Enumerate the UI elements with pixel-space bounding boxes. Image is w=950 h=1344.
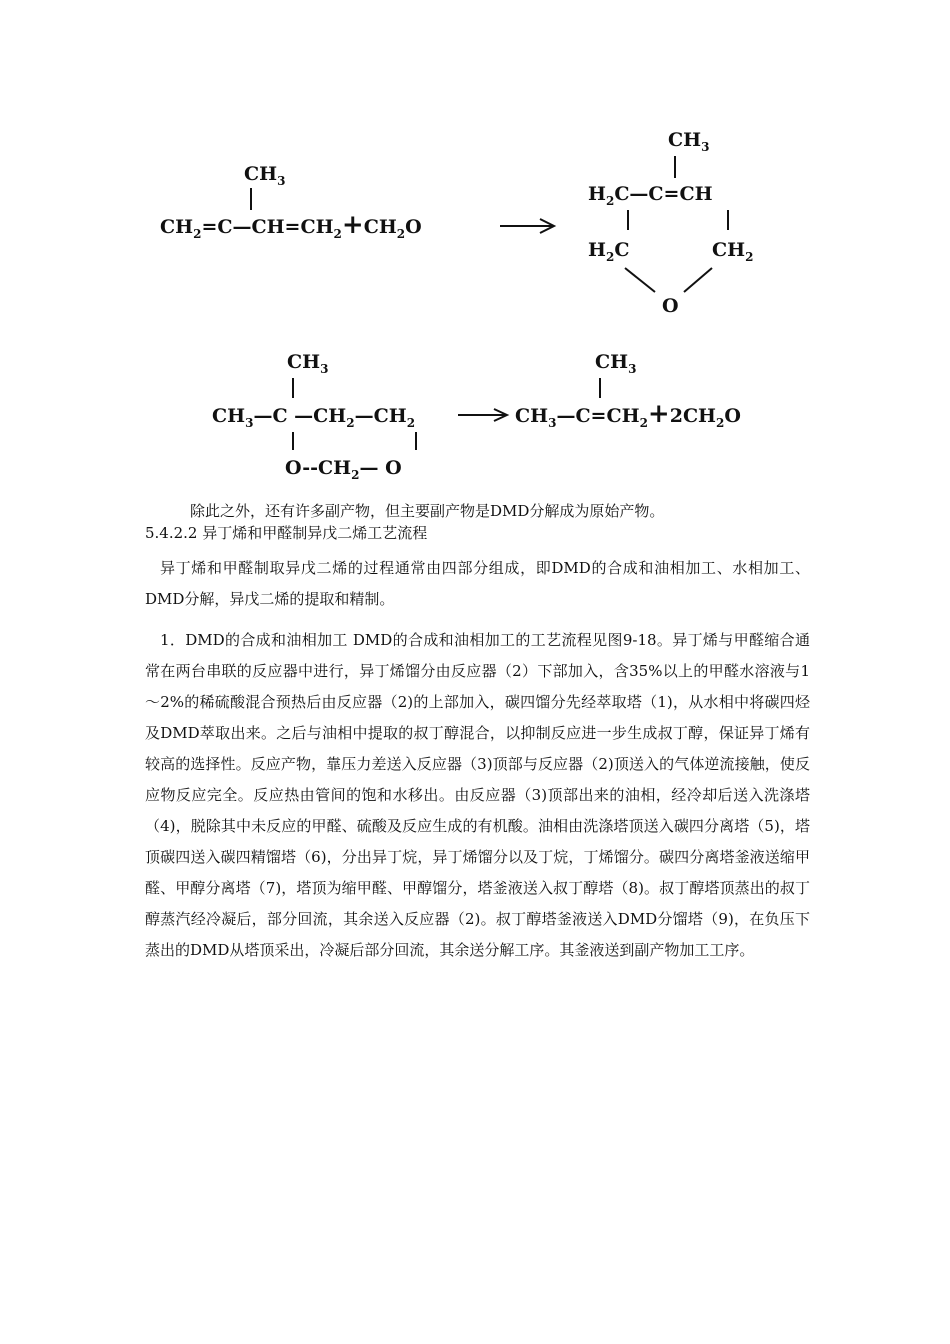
product-row2-right: $CH_2$ xyxy=(712,239,754,264)
reaction2-product xyxy=(515,351,741,430)
product-oxygen: O xyxy=(662,295,679,317)
reaction-equations xyxy=(0,0,950,500)
reaction1-reactant xyxy=(160,163,554,241)
step1-paragraph: 1．DMD的合成和油相加工 DMD的合成和油相加工的工艺流程见图9-18。异丁烯与甲醛缩合通常在两台串联的反应器中进行，异丁烯馏分由反应器（2）下部加入，含35%以上的甲醛水溶液与1～2%的稀硫酸混合预热后由反应器（2)的上部加入，碳四馏分先经萃取塔（1)，从水相中将碳四烃及DMD萃取出来。之后与油相中提取的叔丁醇混合，以抑制反应进一步生成叔丁醇，保证异丁烯有较高的选择性。反应产物，靠压力差送入反应器（3)顶部与反应器（2)顶送入的气体逆流接触，使反应物反应完全。反应热由管间的饱和水移出。由反应器（3)顶部出来的油相，经冷却后送入洗涤塔（4)，脱除其中未反应的甲醛、硫酸及反应生成的有机酸。油相由洗涤塔顶送入碳四分离塔（5)，塔顶碳四送入碳四精馏塔（6)，分出异丁烷，异丁烯馏分以及丁烷，丁烯馏分。碳四分离塔釜液送缩甲醛、甲醇分离塔（7)，塔顶为缩甲醛、甲醇馏分，塔釜液送入叔丁醇塔（8)。叔丁醇塔顶蒸出的叔丁醇蒸汽经冷凝后，部分回流，其余送入反应器（2)。叔丁醇塔釜液送入DMD分馏塔（9)，在负压下蒸出的DMD从塔顶采出，冷凝后部分回流，其余送分解工序。其釜液送到副产物加工工序。 xyxy=(145,631,810,959)
reactant-ch3: $CH_3$ xyxy=(244,163,286,188)
product-o-right-bond xyxy=(684,268,712,292)
dmd-ch3: $CH_3$ xyxy=(287,351,329,376)
intro-paragraph: 异丁烯和甲醛制取异戊二烯的过程通常由四部分组成，即DMD的合成和油相加工、水相加工、DMD分解，异戊二烯的提取和精制。 xyxy=(145,559,810,608)
isoprene-ch3: $CH_3$ xyxy=(595,351,637,376)
dmd-chain: $CH_3—C$ $—CH_2—CH_2$ xyxy=(212,405,416,430)
dmd-ring: $O--CH_2—$ O xyxy=(285,457,402,482)
product-row1: $H_2C—C=CH$ xyxy=(588,183,713,208)
product-o-left-bond xyxy=(625,268,655,292)
byproduct-note: 除此之外，还有许多副产物，但主要副产物是DMD分解成为原始产物。 xyxy=(190,502,665,520)
product-ch3: $CH_3$ xyxy=(668,129,710,154)
section-heading: 5.4.2.2 异丁烯和甲醛制异戊二烯工艺流程 xyxy=(145,524,428,542)
product-row2-left: $H_2C$ xyxy=(588,239,630,264)
isoprene-chain: $CH_3—C=CH_2+2CH_2O$ xyxy=(515,399,741,430)
reaction2-reactant xyxy=(212,351,507,482)
reactant-chain: $CH_2=C—CH=CH_2+CH_2O$ xyxy=(160,210,422,241)
reaction1-product xyxy=(588,129,753,317)
